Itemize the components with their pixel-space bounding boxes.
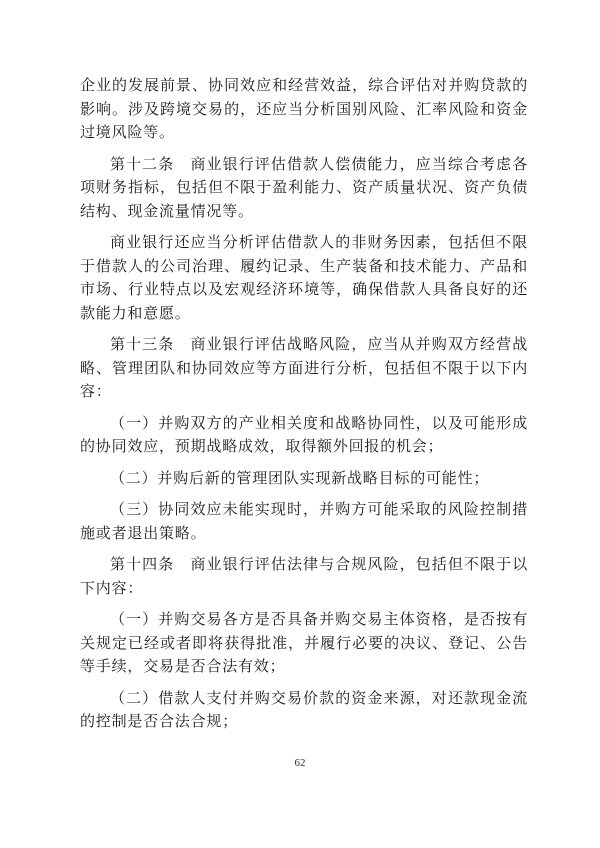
- paragraph-article-13: 第十三条 商业银行评估战略风险，应当从并购双方经营战略、管理团队和协同效应等方面进行分析，包括但不限于以下内容：: [80, 335, 528, 400]
- list-item-13-2: （二）并购后新的管理团队实现新战略目标的可能性；: [110, 468, 490, 487]
- list-item-13-1: （一）并购双方的产业相关度和战略协同性，以及可能形成的协同效应，预期战略成效，取得额外回报的机会；: [80, 413, 528, 455]
- list-item-14-1: （一）并购交易各方是否具备并购交易主体资格，是否按有关规定已经或者即将获得批准，并履行必要的决议、登记、公告等手续，交易是否合法有效；: [80, 610, 528, 675]
- paragraph-article-14: 第十四条 商业银行评估法律与合规风险，包括但不限于以下内容：: [80, 555, 528, 597]
- paragraph-continuation: 企业的发展前景、协同效应和经营效益，综合评估对并购贷款的影响。涉及跨境交易的，还应当分析国别风险、汇率风险和资金过境风险等。: [80, 76, 528, 141]
- paragraph-article-12: 第十二条 商业银行评估借款人偿债能力，应当综合考虑各项财务指标，包括但不限于盈利能力、资产质量状况、资产负债结构、现金流量情况等。: [80, 154, 528, 220]
- list-item-14-2: （二）借款人支付并购交易价款的资金来源，对还款现金流的控制是否合法合规；: [80, 688, 528, 730]
- document-body: [80, 74, 528, 742]
- list-item-13-3: （三）协同效应未能实现时，并购方可能采取的风险控制措施或者退出策略。: [80, 500, 528, 542]
- page-number: 62: [294, 757, 306, 769]
- paragraph-non-financial-factors: 商业银行还应当分析评估借款人的非财务因素，包括但不限于借款人的公司治理、履约记录、生产装备和技术能力、产品和市场、行业特点以及宏观经济环境等，确保借款人具备良好的还款能力和意愿。: [80, 233, 528, 322]
